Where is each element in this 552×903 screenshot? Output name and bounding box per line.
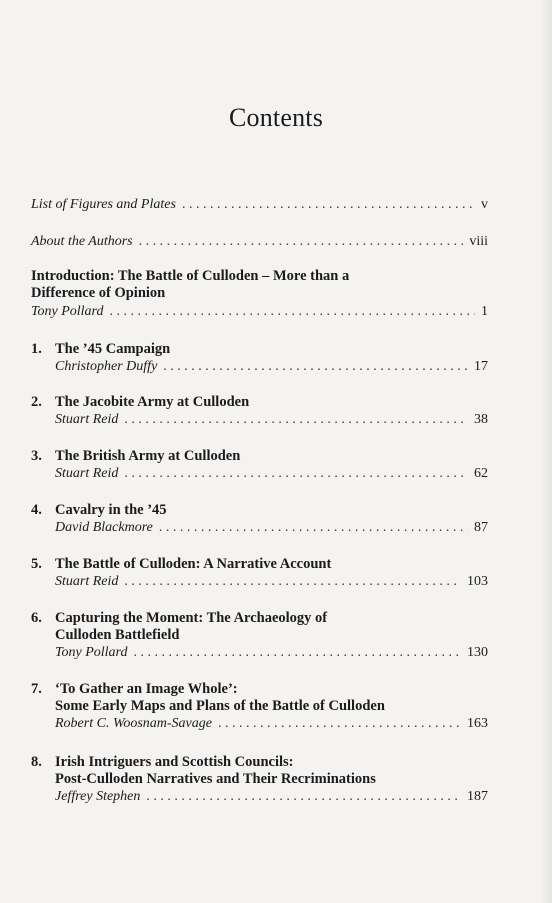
toc-page-number: 187 [467,789,488,804]
chapter-number: 2. [31,394,42,410]
chapter-number: 4. [31,502,42,518]
toc-title: ‘To Gather an Image Whole’: [55,681,238,697]
toc-page-number: 17 [474,359,488,374]
toc-page-number: 130 [467,645,488,660]
toc-title-continued: Culloden Battlefield [55,627,180,643]
toc-entry-chapter-6[interactable] [31,610,488,661]
toc-entry-figures[interactable] [31,196,488,213]
toc-title: The British Army at Culloden [55,448,241,464]
leader-dots [139,233,464,250]
leader-dots [124,411,468,428]
toc-page-number: v [481,197,488,212]
chapter-number: 8. [31,754,42,770]
toc-label: About the Authors [31,234,133,249]
toc-title: Introduction: The Battle of Culloden – More than a [31,268,350,284]
chapter-number: 6. [31,610,42,626]
toc-entry-chapter-7[interactable] [31,681,488,732]
toc-entry-chapter-1[interactable] [31,341,488,375]
toc-title-continued: Some Early Maps and Plans of the Battle of Culloden [55,698,385,714]
toc-page-number: 1 [481,304,488,319]
leader-dots [159,519,468,536]
toc-label: List of Figures and Plates [31,197,176,212]
toc-page-number: 38 [474,412,488,427]
toc-author: Tony Pollard [55,645,128,660]
toc-title: The Jacobite Army at Culloden [55,394,250,410]
toc-author: Tony Pollard [31,304,104,319]
chapter-number: 1. [31,341,42,357]
toc-page-number: 87 [474,520,488,535]
toc-author: Stuart Reid [55,412,119,427]
toc-page-number: 103 [467,574,488,589]
toc-author: Christopher Duffy [55,359,158,374]
leader-dots [182,196,475,213]
chapter-number: 3. [31,448,42,464]
toc-entry-chapter-5[interactable] [31,556,488,590]
page-edge-shadow [540,0,552,903]
toc-author: David Blackmore [55,520,153,535]
toc-title: Capturing the Moment: The Archaeology of [55,610,328,626]
leader-dots [124,573,461,590]
toc-author: Stuart Reid [55,574,119,589]
toc-entry-chapter-8[interactable] [31,754,488,805]
leader-dots [133,644,461,661]
page-title: Contents [228,103,324,132]
toc-author: Stuart Reid [55,466,119,481]
toc-title: Cavalry in the ’45 [55,502,167,518]
toc-entry-chapter-2[interactable] [31,394,488,428]
chapter-number: 5. [31,556,42,572]
leader-dots [218,715,461,732]
toc-title: Irish Intriguers and Scottish Councils: [55,754,294,770]
leader-dots [163,358,468,375]
toc-entry-chapter-3[interactable] [31,448,488,482]
toc-entry-introduction[interactable] [31,268,488,320]
toc-page-number: 163 [467,716,488,731]
toc-title: The Battle of Culloden: A Narrative Account [55,556,332,572]
toc-entry-authors[interactable] [31,233,488,250]
toc-entry-chapter-4[interactable] [31,502,488,536]
toc-author: Robert C. Woosnam-Savage [55,716,212,731]
toc-title: The ’45 Campaign [55,341,171,357]
toc-page-number: 62 [474,466,488,481]
toc-author: Jeffrey Stephen [55,789,141,804]
leader-dots [146,788,461,805]
leader-dots [124,465,468,482]
chapter-number: 7. [31,681,42,697]
toc-page-number: viii [469,234,488,249]
leader-dots [109,303,475,320]
toc-title: Difference of Opinion [31,285,166,301]
toc-title-continued: Post-Culloden Narratives and Their Recriminations [55,771,376,787]
